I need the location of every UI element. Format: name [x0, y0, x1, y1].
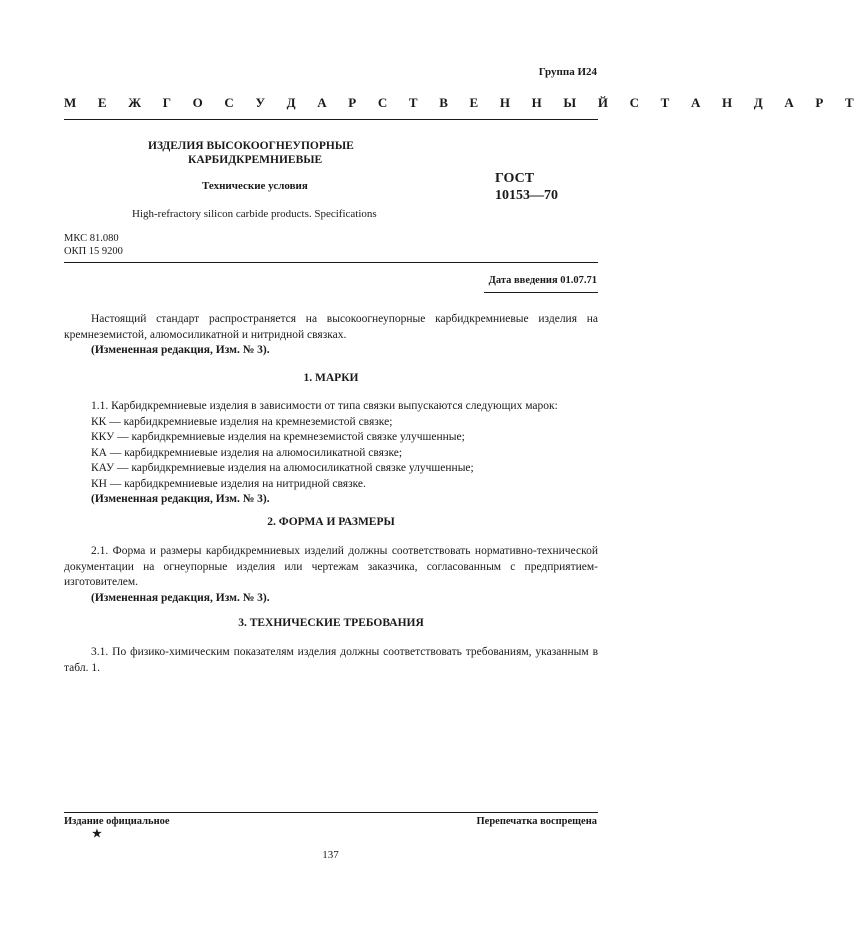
section-2-paragraph: 2.1. Форма и размеры карбидкремниевых изделий должны соответствовать нормативно-технической документации на огнеупорные изделия или чертежам заказчика, согласованным с предприятием-изготовителем. — [64, 545, 598, 588]
grade-item-ka: КА — карбидкремниевые изделия на алюмосиликатной связке; — [91, 446, 403, 459]
section-3-body — [64, 645, 598, 676]
reprint-prohibited-label: Перепечатка воспрещена — [476, 816, 597, 827]
section-2-heading: 2. ФОРМА И РАЗМЕРЫ — [267, 516, 395, 528]
intro-amendment: (Измененная редакция, Изм. № 3). — [91, 344, 270, 356]
intro-block — [64, 312, 598, 359]
section-3-paragraph: 3.1. По физико-химическим показателям изделия должны соответствовать требованиям, указанным в табл. 1. — [64, 646, 598, 674]
section-1-amendment: (Измененная редакция, Изм. № 3). — [91, 493, 270, 505]
grade-item-kk: КК — карбидкремниевые изделия на кремнеземистой связке; — [91, 415, 393, 428]
title-line-1: ИЗДЕЛИЯ ВЫСОКООГНЕУПОРНЫЕ — [148, 140, 354, 152]
section-3-heading: 3. ТЕХНИЧЕСКИЕ ТРЕБОВАНИЯ — [238, 617, 424, 629]
official-edition-label: Издание официальное — [64, 816, 170, 827]
page-number: 137 — [322, 849, 339, 861]
section-2-body — [64, 544, 598, 606]
standard-type: М Е Ж Г О С У Д А Р С Т В Е Н Н Ы Й С Т А Н Д А Р Т — [64, 95, 863, 110]
gost-designation — [495, 170, 558, 204]
title-line-2: КАРБИДКРЕМНИЕВЫЕ — [188, 154, 323, 166]
spec-subtitle: Технические условия — [202, 180, 308, 192]
intro-paragraph: Настоящий стандарт распространяется на высокоогнеупорные карбидкремниевые изделия на кремнеземистой, алюмосиликатной и нитридной связках. — [64, 313, 598, 341]
english-title: High-refractory silicon carbide products. Specifications — [132, 208, 377, 220]
classification-codes — [64, 232, 123, 258]
footer-rule — [64, 812, 598, 813]
date-rule — [484, 292, 598, 293]
mks-code: МКС 81.080 — [64, 233, 119, 244]
group-code: Группа И24 — [538, 66, 597, 78]
grade-item-kn: КН — карбидкремниевые изделия на нитридной связке. — [91, 477, 366, 490]
section-1-heading: 1. МАРКИ — [303, 372, 359, 384]
gost-label: ГОСТ — [495, 171, 535, 186]
section-1-intro: 1.1. Карбидкремниевые изделия в зависимости от типа связки выпускаются следующих марок: — [91, 400, 558, 412]
effective-date: Дата введения 01.07.71 — [488, 275, 597, 286]
okp-code: ОКП 15 9200 — [64, 246, 123, 257]
header-rule — [64, 119, 598, 120]
gost-number: 10153—70 — [495, 188, 558, 203]
grade-item-kku: ККУ — карбидкремниевые изделия на кремнеземистой связке улучшенные; — [91, 431, 465, 443]
section-2-amendment: (Измененная редакция, Изм. № 3). — [91, 591, 270, 604]
section-1-body — [64, 399, 598, 508]
codes-rule — [64, 262, 598, 263]
star-icon: ★ — [92, 828, 102, 840]
grade-item-kau: КАУ — карбидкремниевые изделия на алюмосиликатной связке улучшенные; — [91, 462, 474, 474]
